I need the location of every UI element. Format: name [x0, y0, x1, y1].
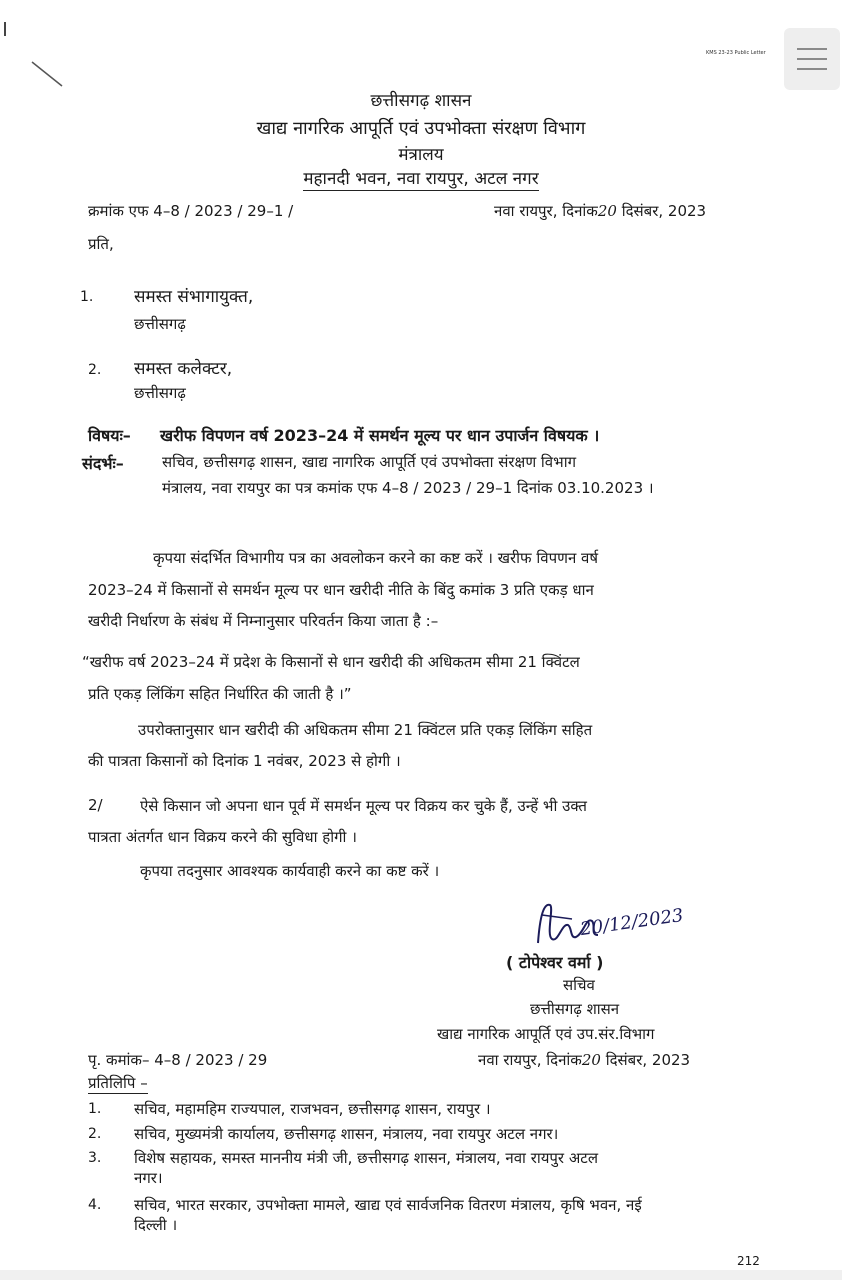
- subject-text: खरीफ विपणन वर्ष 2023–24 में समर्थन मूल्य पर धान उपार्जन विषयक ।: [160, 426, 600, 445]
- para-2-line-2: की पात्रता किसानों को दिनांक 1 नवंबर, 2023 से होगी ।: [88, 752, 401, 770]
- recipient-1-title: समस्त संभागायुक्त,: [134, 287, 254, 307]
- hamburger-line: [797, 48, 827, 50]
- signature-date: 20/12/2023: [579, 904, 685, 941]
- reference-line-1: सचिव, छत्तीसगढ़ शासन, खाद्य नागरिक आपूर्ति एवं उपभोक्ता संरक्षण विभाग: [162, 453, 577, 471]
- para-1-line-3: खरीदी निर्धारण के संबंध में निम्नानुसार परिवर्तन किया जाता है :–: [88, 612, 439, 630]
- corner-code: KMS 23-23 Public Letter: [706, 50, 766, 56]
- recipient-2-state: छत्तीसगढ़: [134, 384, 186, 402]
- para-3-num: 2/: [88, 796, 103, 814]
- para-3-line-2: पात्रता अंतर्गत धान विक्रय करने की सुविधा होगी ।: [88, 828, 357, 846]
- copy-4-text-line-2: दिल्ली ।: [134, 1216, 178, 1234]
- header-line-4: महानदी भवन, नवा रायपुर, अटल नगर: [0, 166, 842, 191]
- quote-line-2: प्रति एकड़ लिंकिंग सहित निर्धारित की जाती है ।”: [88, 685, 352, 703]
- signatory-name: ( टोपेश्वर वर्मा ): [506, 953, 604, 972]
- para-3-line-1: ऐसे किसान जो अपना धान पूर्व में समर्थन मूल्य पर विक्रय कर चुके हैं, उन्हें भी उक्त: [140, 797, 587, 815]
- recipient-1-state: छत्तीसगढ़: [134, 315, 186, 333]
- signatory-org-2: खाद्य नागरिक आपूर्ति एवं उप.संर.विभाग: [437, 1025, 655, 1043]
- copy-3-num: 3.: [88, 1150, 102, 1166]
- copy-4-num: 4.: [88, 1197, 102, 1213]
- place-date: नवा रायपुर, दिनांक20 दिसंबर, 2023: [494, 202, 707, 220]
- hamburger-line: [797, 58, 827, 60]
- subject-label: विषयः–: [88, 426, 131, 445]
- signatory-org-1: छत्तीसगढ़ शासन: [530, 1000, 620, 1018]
- copy-3-text-line-1: विशेष सहायक, समस्त माननीय मंत्री जी, छत्तीसगढ़ शासन, मंत्रालय, नवा रायपुर अटल: [134, 1149, 599, 1167]
- recipient-2-num: 2.: [88, 362, 102, 378]
- scan-edge-mark: [4, 22, 6, 36]
- page-number: 212: [737, 1254, 760, 1268]
- hamburger-line: [797, 68, 827, 70]
- copy-2-text: सचिव, मुख्यमंत्री कार्यालय, छत्तीसगढ़ शासन, मंत्रालय, नवा रायपुर अटल नगर।: [134, 1125, 559, 1143]
- copy-1-text: सचिव, महामहिम राज्यपाल, राजभवन, छत्तीसगढ़ शासन, रायपुर ।: [134, 1100, 491, 1118]
- bottom-edge: [0, 1270, 842, 1280]
- menu-button[interactable]: [784, 28, 840, 90]
- scan-stroke-mark: [30, 60, 66, 90]
- reference-label: संदर्भः–: [82, 454, 124, 473]
- para-4: कृपया तदनुसार आवश्यक कार्यवाही करने का कष्ट करें ।: [140, 862, 440, 880]
- header-line-2: खाद्य नागरिक आपूर्ति एवं उपभोक्ता संरक्षण विभाग: [256, 118, 586, 139]
- letter-ref: क्रमांक एफ 4–8 / 2023 / 29–1 /: [88, 202, 294, 220]
- copy-4-text-line-1: सचिव, भारत सरकार, उपभोक्ता मामले, खाद्य एवं सार्वजनिक वितरण मंत्रालय, कृषि भवन, नई: [134, 1196, 642, 1214]
- reference-line-2: मंत्रालय, नवा रायपुर का पत्र कमांक एफ 4–8 / 2023 / 29–1 दिनांक 03.10.2023 ।: [162, 479, 654, 497]
- recipient-2-title: समस्त कलेक्टर,: [134, 359, 233, 379]
- to-label: प्रति,: [88, 235, 114, 253]
- para-1-line-1: कृपया संदर्भित विभागीय पत्र का अवलोकन करने का कष्ट करें । खरीफ विपणन वर्ष: [153, 549, 599, 567]
- copy-2-num: 2.: [88, 1126, 102, 1142]
- copy-3-text-line-2: नगर।: [134, 1169, 163, 1187]
- endorsement-ref: पृ. कमांक– 4–8 / 2023 / 29: [88, 1051, 268, 1069]
- para-2-line-1: उपरोक्तानुसार धान खरीदी की अधिकतम सीमा 21 क्विंटल प्रति एकड़ लिंकिंग सहित: [138, 721, 593, 739]
- copy-label: प्रतिलिपि –: [88, 1074, 148, 1092]
- signatory-designation: सचिव: [563, 976, 595, 994]
- quote-line-1: “खरीफ वर्ष 2023–24 में प्रदेश के किसानों से धान खरीदी की अधिकतम सीमा 21 क्विंटल: [82, 653, 580, 671]
- header-line-3: मंत्रालय: [398, 145, 444, 165]
- copy-1-num: 1.: [88, 1101, 102, 1117]
- endorsement-date: नवा रायपुर, दिनांक20 दिसंबर, 2023: [478, 1051, 691, 1069]
- para-1-line-2: 2023–24 में किसानों से समर्थन मूल्य पर धान खरीदी नीति के बिंदु कमांक 3 प्रति एकड़ धान: [88, 581, 594, 599]
- handwritten-day: 20: [581, 1051, 601, 1069]
- recipient-1-num: 1.: [80, 289, 94, 305]
- header-line-1: छत्तीसगढ़ शासन: [370, 91, 472, 111]
- handwritten-day: 20: [597, 202, 617, 220]
